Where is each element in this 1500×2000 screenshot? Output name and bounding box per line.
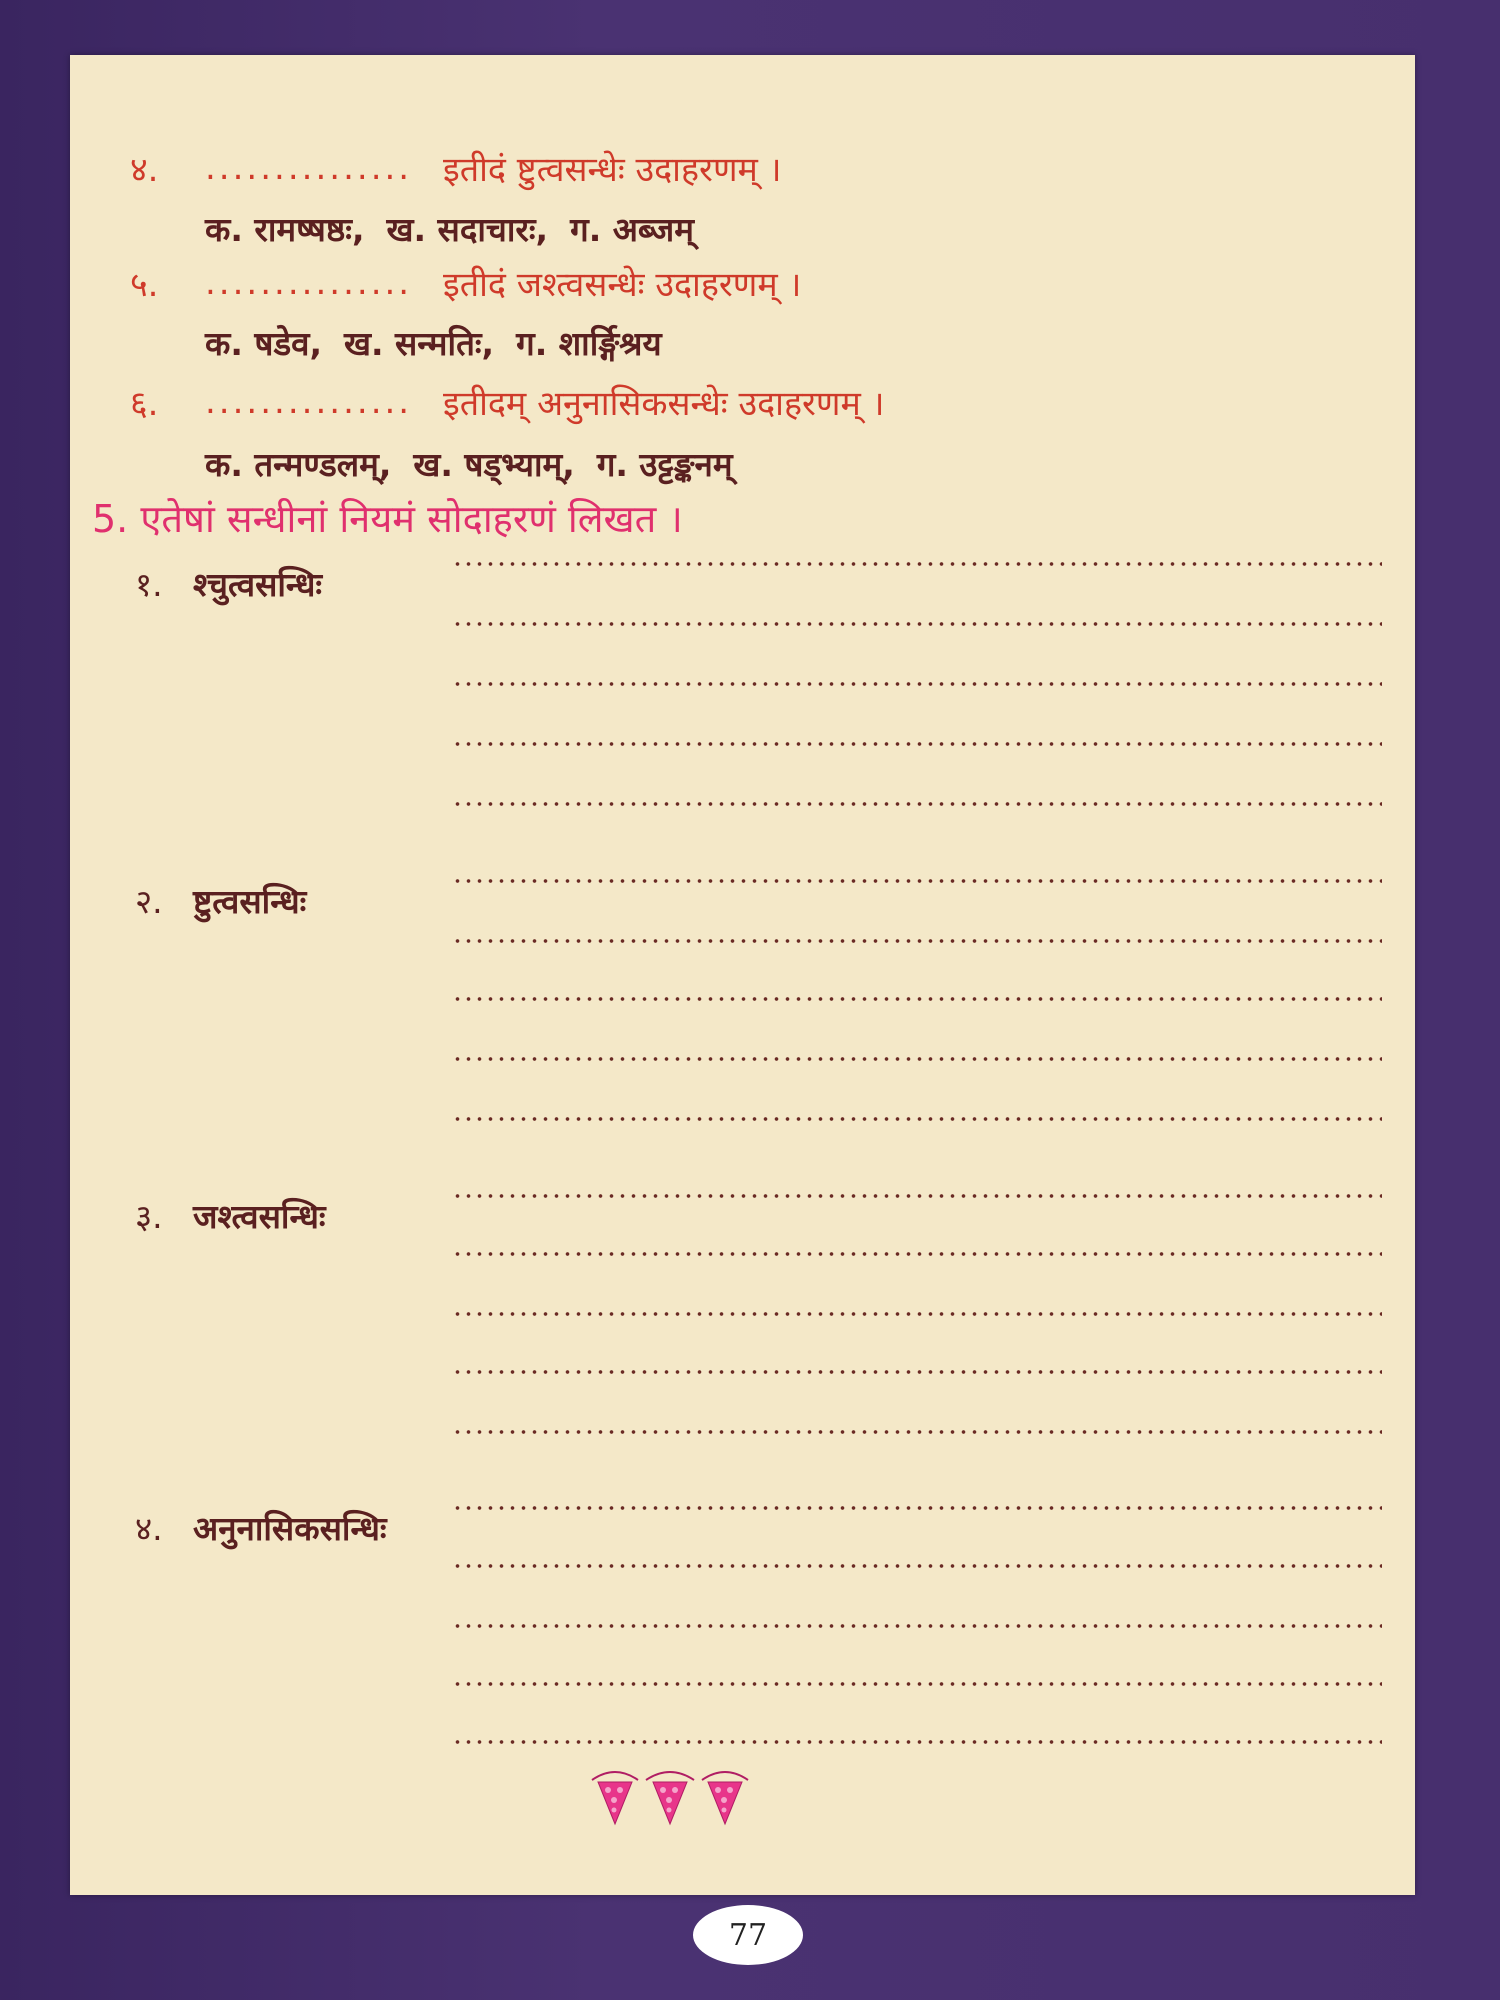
section-number: १. (135, 564, 163, 604)
section-name: अनुनासिकसन्धिः (193, 1508, 387, 1548)
section-number: ३. (135, 1196, 163, 1236)
writing-line[interactable] (452, 1506, 1382, 1510)
worksheet-page (70, 55, 1415, 1895)
question-number: ६. (130, 384, 159, 424)
writing-line[interactable] (452, 1430, 1382, 1434)
option-c: ग. अब्जम् (570, 209, 694, 249)
question-number: ५. (130, 265, 159, 305)
grape-cluster-ornament-icon (590, 1762, 750, 1832)
writing-line[interactable] (452, 939, 1382, 943)
section-jashtva-label (135, 1190, 326, 1240)
question-text: इतीदं ष्टुत्वसन्धेः उदाहरणम् । (443, 150, 782, 190)
writing-line[interactable] (452, 1740, 1382, 1744)
question-4-options (205, 203, 716, 253)
question-5-options (205, 317, 684, 367)
question-text: इतीदं जश्त्वसन्धेः उदाहरणम् । (443, 265, 802, 305)
option-c: ग. उट्टङ्कनम् (596, 444, 733, 484)
writing-line[interactable] (452, 1117, 1382, 1121)
writing-line[interactable] (452, 802, 1382, 806)
writing-line[interactable] (452, 879, 1382, 883)
option-a: क. षडेव, (205, 323, 322, 363)
section-anunasika-label (135, 1502, 387, 1552)
writing-line[interactable] (452, 622, 1382, 626)
section-shtutva-label (135, 875, 306, 925)
writing-line[interactable] (452, 1624, 1382, 1628)
option-a: क. तन्मण्डलम्, (205, 444, 392, 484)
writing-line[interactable] (452, 1194, 1382, 1198)
option-c: ग. शार्ङ्गिश्रय (516, 323, 662, 363)
question-text: इतीदम् अनुनासिकसन्धेः उदाहरणम् । (443, 384, 885, 424)
answer-blank[interactable]: ............... (205, 148, 413, 188)
question-5 (130, 258, 801, 308)
section-number: ४. (135, 1508, 163, 1548)
section-name: जश्त्वसन्धिः (193, 1196, 326, 1236)
option-b: ख. षड्भ्याम्, (413, 444, 575, 484)
question-4 (130, 143, 782, 193)
section-number: २. (135, 881, 163, 921)
exercise-heading: 5. एतेषां सन्धीनां नियमं सोदाहरणं लिखत । (92, 497, 683, 541)
option-b: ख. सन्मतिः, (343, 323, 495, 363)
section-name: श्चुत्वसन्धिः (193, 564, 323, 604)
writing-line[interactable] (452, 1057, 1382, 1061)
writing-line[interactable] (452, 742, 1382, 746)
writing-line[interactable] (452, 1312, 1382, 1316)
section-name: ष्टुत्वसन्धिः (193, 881, 307, 921)
writing-line[interactable] (452, 682, 1382, 686)
answer-blank[interactable]: ............... (205, 263, 413, 303)
question-number: ४. (130, 150, 159, 190)
writing-line[interactable] (452, 1564, 1382, 1568)
option-b: ख. सदाचारः, (386, 209, 549, 249)
section-shchutva-label (135, 558, 322, 608)
page-number: 77 (693, 1905, 803, 1965)
question-6 (130, 377, 885, 427)
writing-line[interactable] (452, 1682, 1382, 1686)
option-a: क. रामष्षष्ठः, (205, 209, 365, 249)
writing-line[interactable] (452, 1370, 1382, 1374)
writing-line[interactable] (452, 562, 1382, 566)
writing-line[interactable] (452, 997, 1382, 1001)
answer-blank[interactable]: ............... (205, 382, 413, 422)
writing-line[interactable] (452, 1252, 1382, 1256)
question-6-options (205, 438, 755, 488)
